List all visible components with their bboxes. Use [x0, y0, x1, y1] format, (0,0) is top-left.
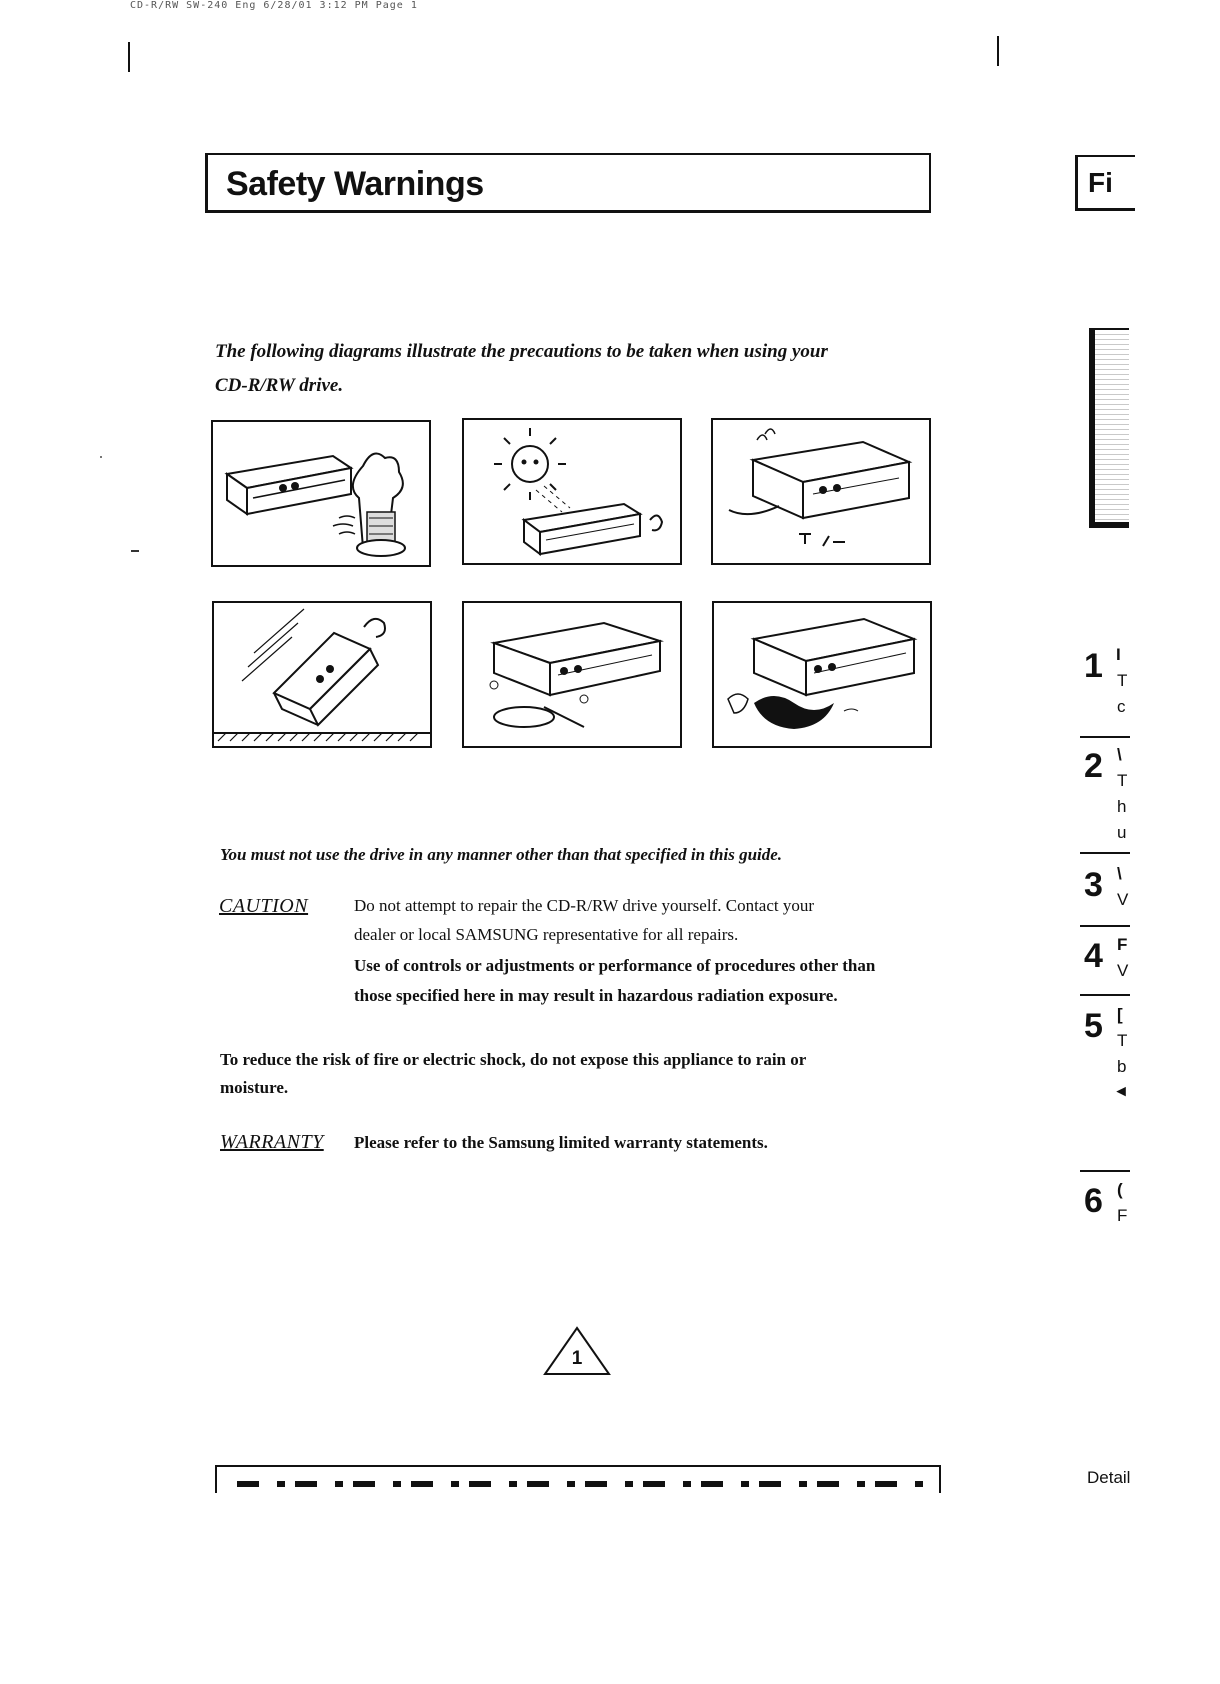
- step-5-fragment-3: b: [1117, 1057, 1127, 1076]
- step-divider-5: [1080, 1170, 1130, 1172]
- crop-mark-right: [997, 36, 999, 66]
- intro-line-2: CD-R/RW drive.: [215, 375, 344, 396]
- section-title-box: [205, 153, 931, 213]
- step-6-number: 6: [1084, 1182, 1103, 1220]
- fax-header-strip: CD-R/RW SW-240 Eng 6/28/01 3:12 PM Page 1: [130, 0, 418, 11]
- next-section-header-clipped: [215, 1465, 941, 1493]
- step-divider-2: [1080, 852, 1130, 854]
- step-5-fragment-2: T: [1117, 1031, 1128, 1050]
- drive-spill-icon: [714, 603, 930, 746]
- step-3-fragment-2: V: [1117, 890, 1129, 909]
- intro-line-1: The following diagrams illustrate the precautions to be taken when using your: [215, 341, 828, 362]
- usage-warning: You must not use the drive in any manner other than that specified in this guide.: [220, 845, 783, 864]
- step-2-fragment-2: T: [1117, 771, 1128, 790]
- caution-label: CAUTION: [219, 895, 309, 917]
- step-1-fragment-2: T: [1117, 671, 1128, 690]
- step-3-number: 3: [1084, 866, 1103, 904]
- illustration-heat: [462, 418, 682, 565]
- margin-dash: [131, 550, 139, 552]
- drive-kettle-icon: [213, 422, 429, 565]
- caution-line-4: those specified here in may result in hazardous radiation exposure.: [354, 986, 838, 1005]
- crop-mark-left: [128, 42, 130, 72]
- scan-speck: [100, 456, 102, 458]
- step-6-fragment-2: F: [1117, 1206, 1128, 1225]
- fire-warning-line-2: moisture.: [220, 1078, 289, 1097]
- step-2-fragment-1: \: [1117, 745, 1122, 764]
- next-page-tab-label: Fi: [1088, 167, 1113, 198]
- clipped-heading-text: [237, 1481, 927, 1487]
- side-thumb-bar: [1089, 328, 1129, 528]
- drive-parts-icon: [464, 603, 680, 746]
- warranty-label: WARRANTY: [220, 1131, 324, 1153]
- step-6-fragment-1: (: [1117, 1180, 1123, 1199]
- step-1-number: 1: [1084, 647, 1103, 685]
- step-divider-4: [1080, 994, 1130, 996]
- warranty-text: Please refer to the Samsung limited warranty statements.: [354, 1133, 768, 1152]
- step-5-fragment-1: [: [1117, 1005, 1123, 1024]
- next-page-tab: [1075, 155, 1135, 211]
- fire-warning-line-1: To reduce the risk of fire or electric shock, do not expose this appliance to rain or: [220, 1050, 807, 1069]
- step-1-fragment-1: I: [1116, 645, 1121, 664]
- illustration-disassembly: [462, 601, 682, 748]
- step-divider-3: [1080, 925, 1130, 927]
- caution-line-1: Do not attempt to repair the CD-R/RW drive yourself. Contact your: [354, 896, 815, 915]
- step-5-fragment-4: ◂: [1117, 1081, 1126, 1100]
- step-divider-1: [1080, 736, 1130, 738]
- caution-line-3: Use of controls or adjustments or performance of procedures other than: [354, 956, 876, 975]
- page-number: 1: [571, 1348, 583, 1369]
- step-4-number: 4: [1084, 937, 1103, 975]
- falling-drive-icon: [214, 603, 430, 746]
- page-number-marker: [542, 1325, 612, 1377]
- intro-text: [215, 335, 915, 403]
- step-4-fragment-2: V: [1117, 961, 1129, 980]
- illustration-foreign-objects: [711, 418, 931, 565]
- step-2-number: 2: [1084, 747, 1103, 785]
- page-title: Safety Warnings: [226, 165, 484, 203]
- caution-line-2: dealer or local SAMSUNG representative for all repairs.: [354, 925, 739, 944]
- illustration-spill: [712, 601, 932, 748]
- step-3-fragment-1: \: [1117, 864, 1122, 883]
- illustration-drop: [212, 601, 432, 748]
- sun-drive-icon: [464, 420, 680, 563]
- step-1-fragment-3: c: [1117, 697, 1126, 716]
- drive-screws-icon: [713, 420, 929, 563]
- step-2-fragment-4: u: [1117, 823, 1127, 842]
- step-5-number: 5: [1084, 1007, 1103, 1045]
- right-column-footer: Detail: [1087, 1468, 1131, 1487]
- illustration-liquids: [211, 420, 431, 567]
- step-4-fragment-1: F: [1117, 935, 1128, 954]
- step-2-fragment-3: h: [1117, 797, 1127, 816]
